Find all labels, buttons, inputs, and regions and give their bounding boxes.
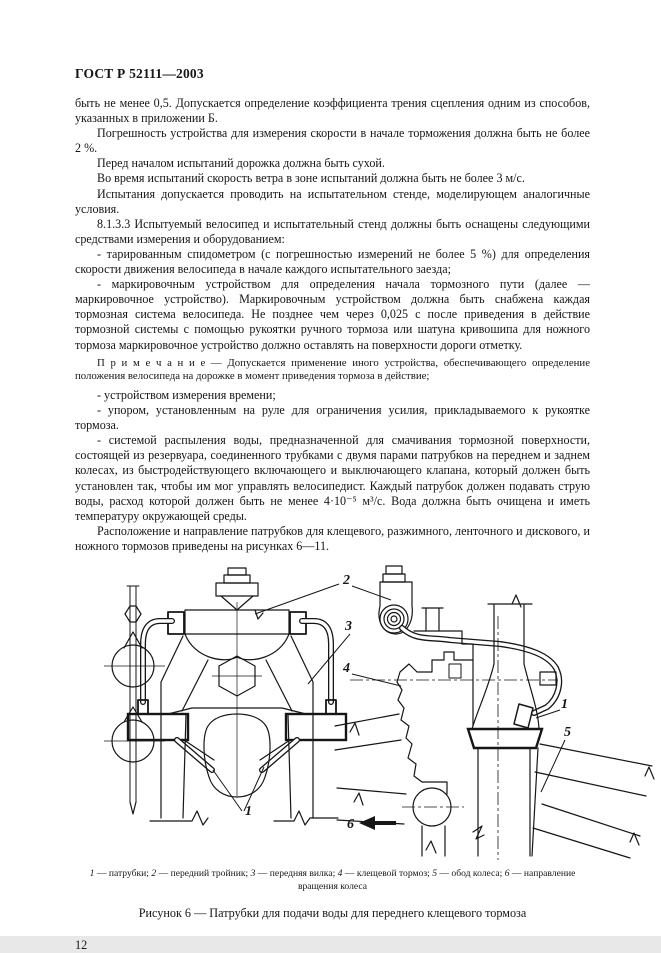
figure-legend <box>75 868 590 893</box>
paragraph-list-item: - системой распыления воды, предназначенной для смачивания тормозной поверхности, состоящей из резервуара, соединенного трубками с двумя парами патрубков на переднем и заднем колесах, из быстродействующего включающего и выключающего клапана, который должен быть установлен так, чтобы им мог управлять велосипедист. Каждый патрубок должен подавать струю воды, расход которой должен быть не менее 4·10⁻⁵ м³/с. Вода должна быть очищена и иметь температуру окружающей среды. <box>75 433 590 523</box>
legend-item: 6 — направление вращения колеса <box>297 868 576 892</box>
callout-3: 3 <box>345 619 352 635</box>
paragraph-list-item: - упором, установленным на руле для ограничения усилия, прикладываемого к рукоятке тормоза. <box>75 403 590 433</box>
paragraph-note: П р и м е ч а н и е — Допускается применение иного устройства, обеспечивающего определение положения велосипеда на дорожке в момент приведения тормоза в действие; <box>75 356 590 382</box>
paragraph: быть не менее 0,5. Допускается определение коэффициента трения сцепления одним из способов, указанных в приложении Б. <box>75 96 590 126</box>
standard-number-header: ГОСТ Р 52111—2003 <box>75 66 204 81</box>
legend-item: 2 — передний тройник; <box>151 868 251 880</box>
paragraph: Расположение и направление патрубков для клещевого, разжимного, ленточного и дискового, и ножного тормозов приведены на рисунках 6—11. <box>75 523 590 553</box>
figure-6 <box>75 564 590 921</box>
callout-2: 2 <box>343 573 350 589</box>
figure-caption: Рисунок 6 — Патрубки для подачи воды для переднего клещевого тормоза <box>138 906 527 921</box>
paragraph: Перед началом испытаний дорожка должна быть сухой. <box>97 156 385 171</box>
callout-5: 5 <box>564 725 571 741</box>
callout-1-front: 1 <box>245 804 252 820</box>
legend-item: 5 — обод колеса; <box>432 868 505 880</box>
legend-item: 1 — патрубки; <box>89 868 152 880</box>
paragraph: Во время испытаний скорость ветра в зоне испытаний должна быть не более 3 м/с. <box>97 171 525 186</box>
body-text <box>75 96 590 554</box>
page-number: 12 <box>75 938 88 953</box>
paragraph-list-item: - устройством измерения времени; <box>97 388 276 402</box>
callout-6: 6 <box>347 817 354 833</box>
legend-item: 4 — клещевой тормоз; <box>337 868 433 880</box>
paragraph-list-item: - тарированным спидометром (с погрешностью измерений не более 5 %) для определения скорости движения велосипеда в начале каждого испытательного заезда; <box>75 246 590 277</box>
legend-item: 3 — передняя вилка; <box>250 868 338 880</box>
paragraph: Испытания допускается проводить на испытательном стенде, моделирующем аналогичные условия. <box>75 186 590 216</box>
callout-1-side: 1 <box>561 697 568 713</box>
paragraph-clause-8-1-3-3: 8.1.3.3 Испытуемый велосипед и испытательный стенд должны быть оснащены следующими средствами измерения и оборудованием: <box>75 216 590 246</box>
paragraph-list-item: - маркировочным устройством для определения начала тормозного пути (далее — маркировочное устройство). Маркировочным устройством должна быть снабжена каждая тормозная система велосипеда. Не позднее чем через 0,025 с после приведения в действие тормозной системы с помощью рукоятки ручного тормоза или шатуна кривошипа для ножного тормоза маркировочное устройство должно оставлять на поверхности дороги отметку. <box>75 277 590 352</box>
paragraph: Погрешность устройства для измерения скорости в начале торможения должна быть не более 2 %. <box>75 126 590 156</box>
callout-4: 4 <box>343 661 350 677</box>
technical-drawing-front-brake <box>75 564 590 864</box>
